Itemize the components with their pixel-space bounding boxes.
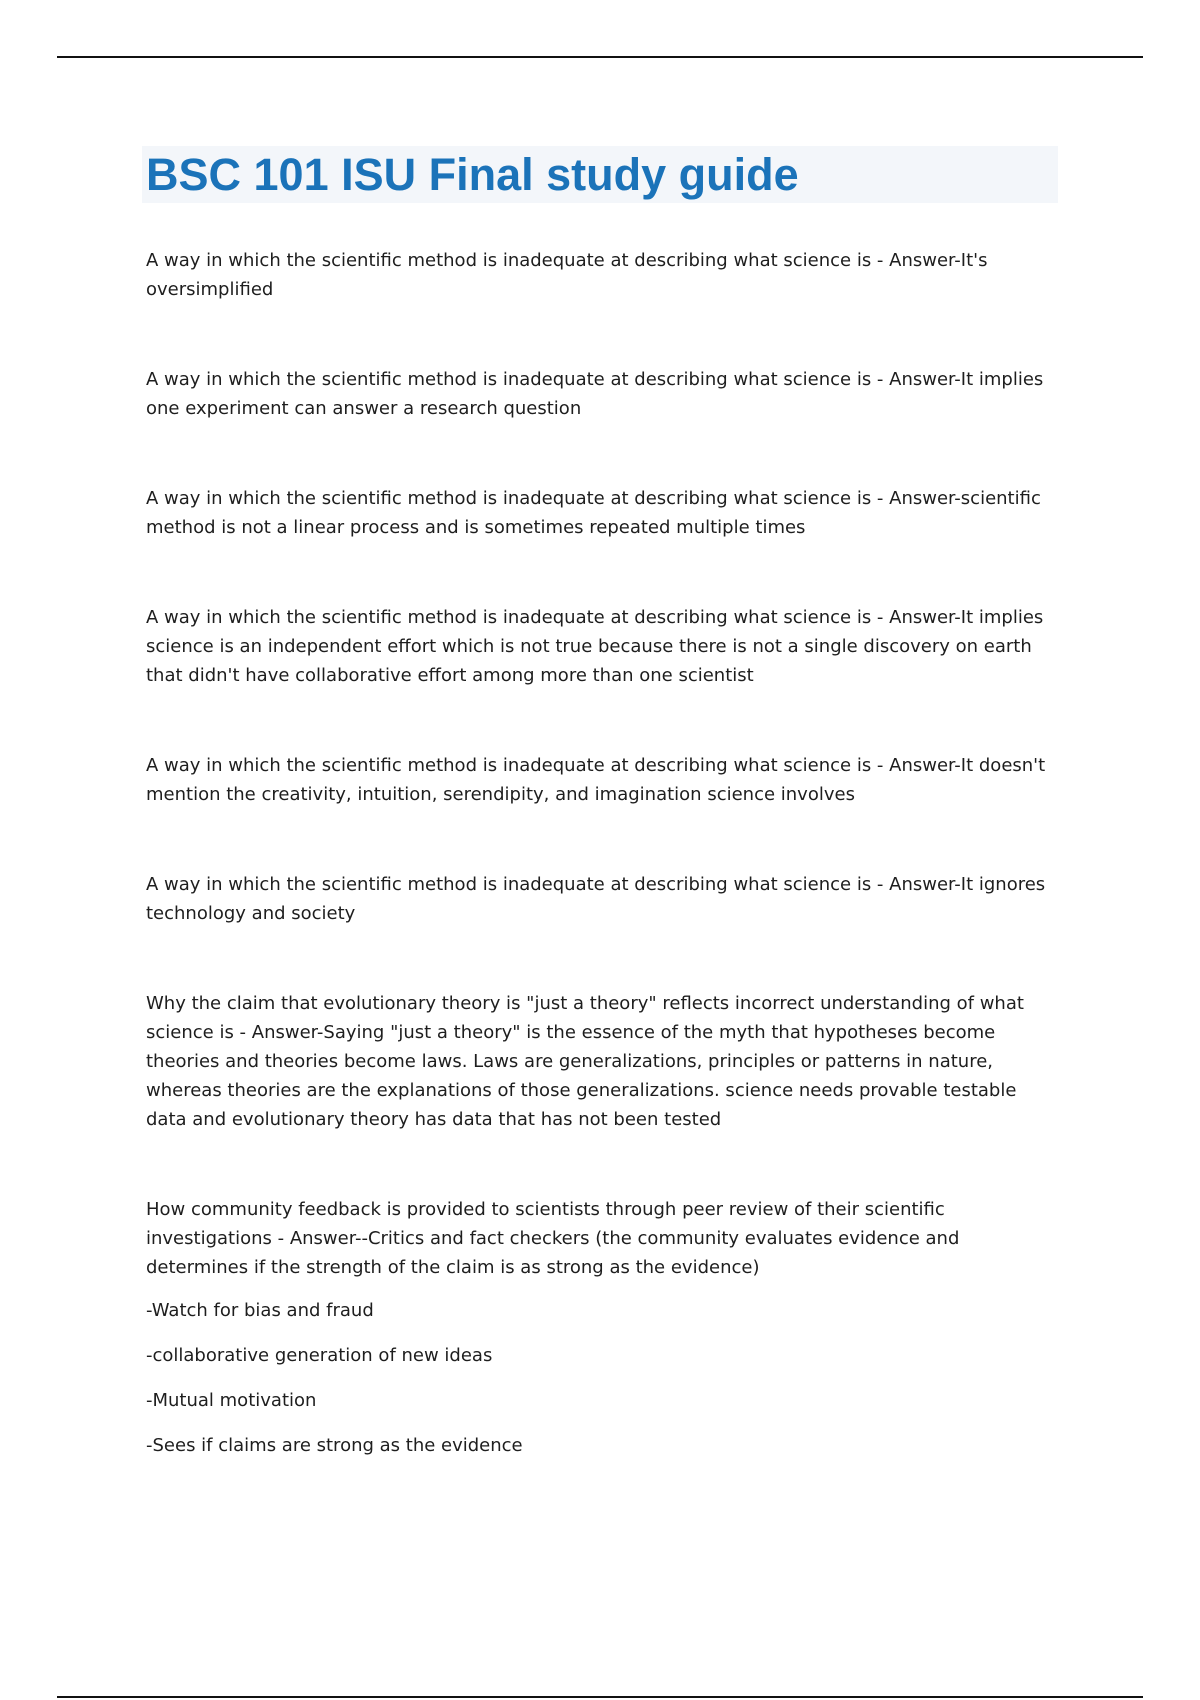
bullet-item: -Mutual motivation: [146, 1390, 317, 1411]
bullet-item: -Sees if claims are strong as the evidence: [146, 1435, 523, 1456]
bullet-item: -collaborative generation of new ideas: [146, 1345, 493, 1366]
document-body: [146, 246, 1056, 1460]
qa-entry: A way in which the scientific method is inadequate at describing what science is - Answer-scientific method is not a linear process and is sometimes repeated multiple times: [146, 488, 1041, 538]
top-rule: [57, 56, 1143, 58]
qa-entry: A way in which the scientific method is inadequate at describing what science is - Answer-It ignores technology and society: [146, 874, 1046, 924]
qa-entry: How community feedback is provided to scientists through peer review of their scientific investigations - Answer--Critics and fact checkers (the community evaluates evidence and determines if the strength of the claim is as strong as the evidence): [146, 1199, 960, 1278]
bullet-list: [146, 1296, 1056, 1460]
qa-entry: A way in which the scientific method is inadequate at describing what science is - Answer-It implies one experiment can answer a research question: [146, 369, 1044, 419]
qa-entry: Why the claim that evolutionary theory is "just a theory" reflects incorrect understanding of what science is - Answer-Saying "just a theory" is the essence of the myth that hypotheses become theories and theories become laws. Laws are generalizations, principles or patterns in nature, whereas theories are the explanations of those generalizations. science needs provable testable data and evolutionary theory has data that has not been tested: [146, 993, 1024, 1130]
qa-entry: A way in which the scientific method is inadequate at describing what science is - Answer-It's oversimplified: [146, 250, 988, 300]
qa-entry: A way in which the scientific method is inadequate at describing what science is - Answer-It doesn't mention the creativity, intuition, serendipity, and imagination science involves: [146, 755, 1046, 805]
bottom-rule: [57, 1696, 1143, 1698]
document-title: BSC 101 ISU Final study guide: [146, 149, 799, 200]
qa-entry: A way in which the scientific method is inadequate at describing what science is - Answer-It implies science is an independent effort which is not true because there is not a single discovery on earth that didn't have collaborative effort among more than one scientist: [146, 607, 1044, 686]
bullet-item: -Watch for bias and fraud: [146, 1300, 374, 1321]
